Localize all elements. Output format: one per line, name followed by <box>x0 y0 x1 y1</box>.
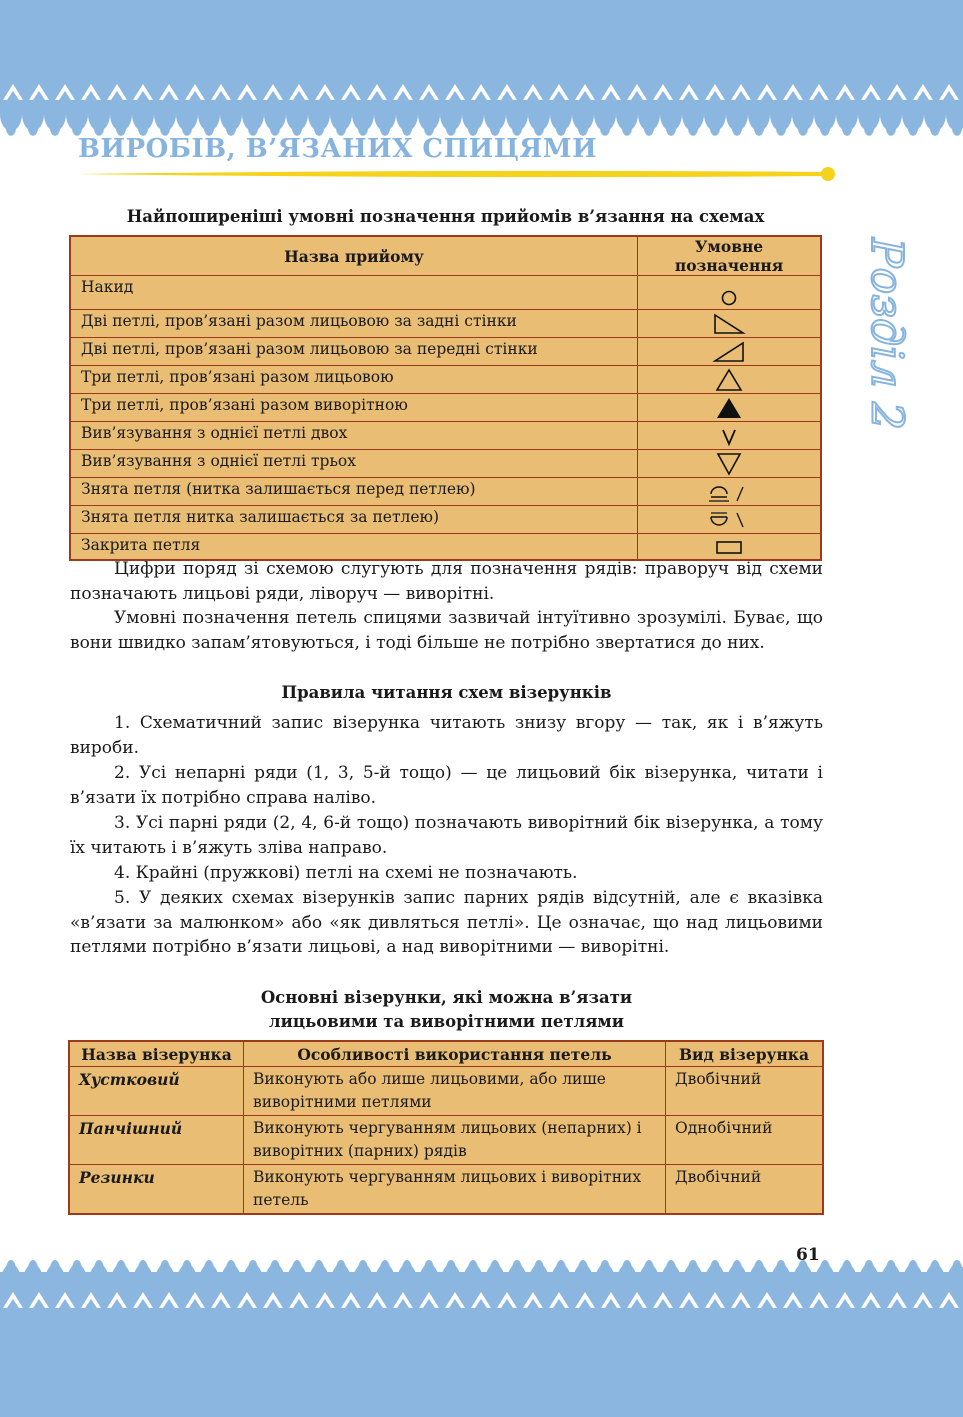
pattern-kind: Однобічний <box>666 1116 824 1165</box>
circle-icon <box>714 278 744 308</box>
top-decorative-band <box>0 0 963 112</box>
chevron-pattern <box>0 74 963 108</box>
triangle-down-icon <box>714 451 744 477</box>
table1-row-name: Вив’язування з однієї петлі двох <box>70 422 638 450</box>
pattern-name: Панчішний <box>69 1116 244 1165</box>
table1-row-name: Дві петлі, пров’язані разом лицьовою за передні стінки <box>70 338 638 366</box>
table1-row-name: Дві петлі, пров’язані разом лицьовою за задні стінки <box>70 310 638 338</box>
table1-header-name: Назва прийому <box>70 236 638 276</box>
symbols-table <box>69 235 822 561</box>
table1-caption: Найпоширеніші умовні позначення прийомів в’язання на схемах <box>126 207 765 226</box>
table1-row-name: Знята петля (нитка залишається перед петлею) <box>70 478 638 506</box>
rule-item: 2. Усі непарні ряди (1, 3, 5-й тощо) — це лицьовий бік візерунка, читати і в’язати їх потрібно справа наліво. <box>70 763 823 808</box>
pattern-name: Хустковий <box>69 1067 244 1116</box>
bottom-decorative-band <box>0 1272 963 1417</box>
table1-row-name: Три петлі, пров’язані разом лицьовою <box>70 366 638 394</box>
patterns-table <box>68 1040 824 1215</box>
table2-caption-line2: лицьовими та виворітними петлями <box>269 1012 624 1031</box>
pattern-kind: Двобічний <box>666 1165 824 1215</box>
table2-header-kind: Вид візерунка <box>666 1041 824 1067</box>
table1-row-name: Знята петля нитка залишається за петлею) <box>70 506 638 534</box>
triangle-filled-icon <box>714 395 744 421</box>
v-icon <box>717 423 741 449</box>
rules-heading: Правила читання схем візерунків <box>281 683 612 702</box>
slip-back-icon <box>707 507 751 533</box>
accent-line <box>78 167 838 181</box>
rectangle-icon <box>712 534 746 558</box>
rule-item: 5. У деяких схемах візерунків запис парних рядів відсутній, але є вказівка «в’язати за малюнком» або «як дивляться петлі». Це означає, що над лицьовими петлями потрібно в’язати лицьові, а над виворітними — виворітні. <box>70 888 823 957</box>
table1-row-name: Закрита петля <box>70 534 638 560</box>
pattern-desc: Виконують або лише лицьовими, або лише виворітними петлями <box>244 1067 666 1116</box>
paragraph-symbols: Умовні позначення петель спицями зазвичай інтуїтивно зрозумілі. Буває, що вони швидко запам’ятовуються, і тоді більше не потрібно звертатися до них. <box>70 608 823 653</box>
section-title: ВИРОБІВ, В’ЯЗАНИХ СПИЦЯМИ <box>78 134 598 164</box>
table2-header-desc: Особливості використання петель <box>244 1041 666 1067</box>
right-triangle-back-icon <box>709 311 749 337</box>
pattern-kind: Двобічний <box>666 1067 824 1116</box>
table2-caption-line1: Основні візерунки, які можна в’язати <box>260 988 633 1007</box>
rule-item: 4. Крайні (пружкові) петлі на схемі не позначають. <box>114 863 578 883</box>
chapter-side-label <box>834 238 912 431</box>
slip-front-icon <box>707 479 751 505</box>
triangle-outline-icon <box>714 367 744 393</box>
right-triangle-front-icon <box>709 339 749 365</box>
rule-item: 1. Схематичний запис візерунка читають знизу вгору — так, як і в’яжуть вироби. <box>70 713 823 758</box>
pattern-name: Резинки <box>69 1165 244 1215</box>
table1-row-name: Накид <box>70 276 638 310</box>
table2-header-name: Назва візерунка <box>69 1041 244 1067</box>
paragraph-rows: Цифри поряд зі схемою слугують для позначення рядів: праворуч від схеми позначають лицьові ряди, ліворуч — виворітні. <box>70 559 823 604</box>
table1-row-name: Три петлі, пров’язані разом виворітною <box>70 394 638 422</box>
chevron-pattern <box>0 1282 963 1316</box>
svg-text:Розділ 2: Розділ 2 <box>861 238 912 431</box>
pattern-desc: Виконують чергуванням лицьових (непарних) і виворітних (парних) рядів <box>244 1116 666 1165</box>
pattern-desc: Виконують чергуванням лицьових і виворітних петель <box>244 1165 666 1215</box>
table1-header-symbol: Умовне позначення <box>638 236 822 276</box>
table1-row-name: Вив’язування з однієї петлі трьох <box>70 450 638 478</box>
rule-item: 3. Усі парні ряди (2, 4, 6-й тощо) позначають виворітний бік візерунка, а тому їх читають і в’яжуть зліва направо. <box>70 813 823 858</box>
